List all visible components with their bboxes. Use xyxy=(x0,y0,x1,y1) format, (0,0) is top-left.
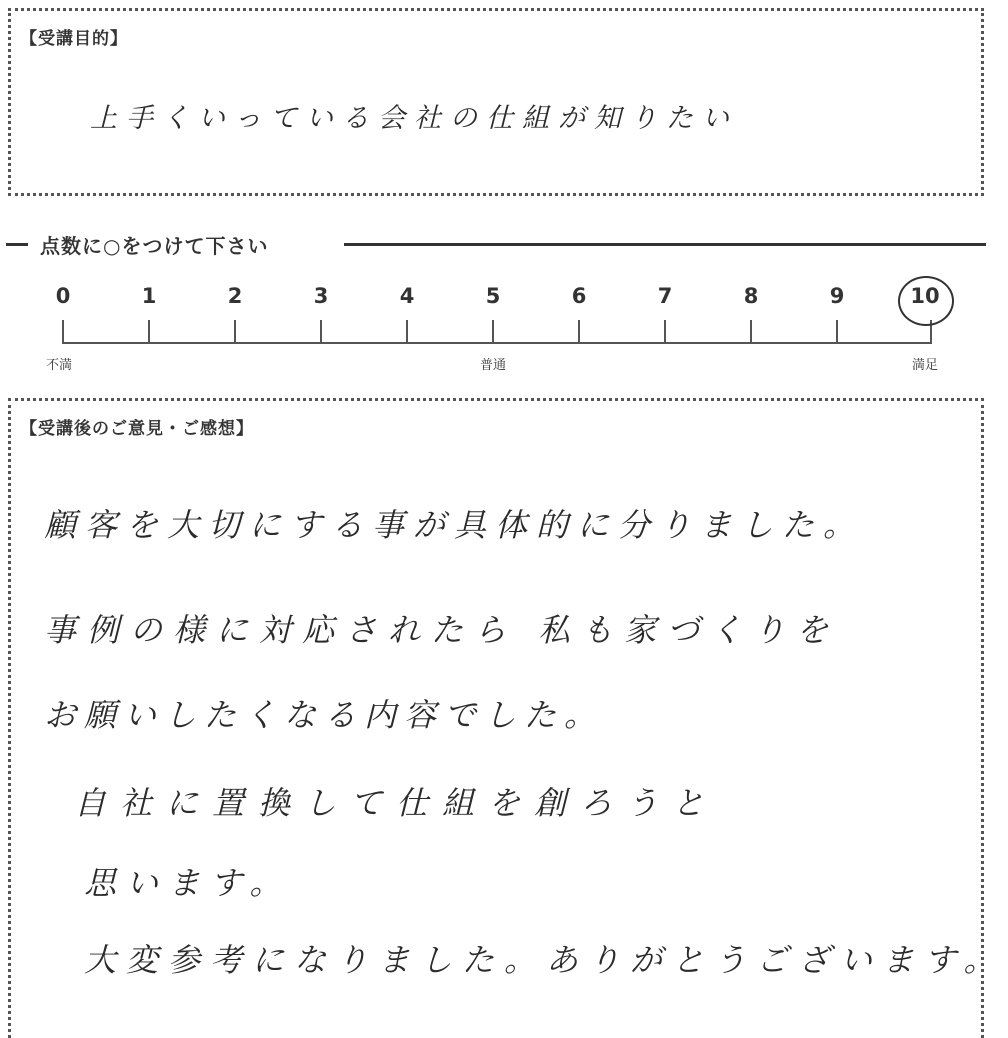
feedback-line-5: 思います。 xyxy=(84,864,292,902)
score-number-8[interactable]: 8 xyxy=(743,284,759,308)
purpose-label: 【受講目的】 xyxy=(20,29,128,49)
score-tick-7 xyxy=(664,320,666,344)
score-axis-line xyxy=(62,342,932,344)
score-number-5[interactable]: 5 xyxy=(485,284,501,308)
score-tick-2 xyxy=(234,320,236,344)
score-tick-4 xyxy=(406,320,408,344)
scale-label-low: 不満 xyxy=(46,358,73,373)
score-scale-header xyxy=(0,228,1008,258)
score-tick-3 xyxy=(320,320,322,344)
score-tick-5 xyxy=(492,320,494,344)
feedback-line-2: 事例の様に対応されたら 私も家づくりを xyxy=(44,611,840,649)
score-number-2[interactable]: 2 xyxy=(227,284,243,308)
score-tick-6 xyxy=(578,320,580,344)
scale-header-rule xyxy=(344,243,986,246)
feedback-line-6: 大変参考になりました。ありがとうございます。 xyxy=(84,941,1006,979)
scale-label-high: 満足 xyxy=(912,358,939,373)
score-number-9[interactable]: 9 xyxy=(829,284,845,308)
selected-score-circle xyxy=(898,276,954,326)
score-tick-1 xyxy=(148,320,150,344)
feedback-label: 【受講後のご意見・ご感想】 xyxy=(20,419,254,439)
score-number-10[interactable]: 10 xyxy=(910,284,940,308)
feedback-line-3: お願いしたくなる内容でした。 xyxy=(44,696,605,734)
scale-header-dash xyxy=(6,243,28,246)
score-tick-0 xyxy=(62,320,64,344)
score-tick-9 xyxy=(836,320,838,344)
score-number-0[interactable]: 0 xyxy=(55,284,71,308)
score-number-6[interactable]: 6 xyxy=(571,284,587,308)
score-number-4[interactable]: 4 xyxy=(399,284,415,308)
score-number-3[interactable]: 3 xyxy=(313,284,329,308)
score-number-7[interactable]: 7 xyxy=(657,284,673,308)
scale-title: 点数に○をつけて下さい xyxy=(40,234,269,258)
feedback-line-4: 自社に置換して仕組を創ろうと xyxy=(74,784,719,822)
purpose-handwritten-text: 上手くいっている会社の仕組が知りたい xyxy=(90,103,738,134)
scale-label-mid: 普通 xyxy=(480,358,507,373)
score-tick-8 xyxy=(750,320,752,344)
feedback-line-1: 顧客を大切にする事が具体的に分りました。 xyxy=(44,506,865,544)
score-number-1[interactable]: 1 xyxy=(141,284,157,308)
